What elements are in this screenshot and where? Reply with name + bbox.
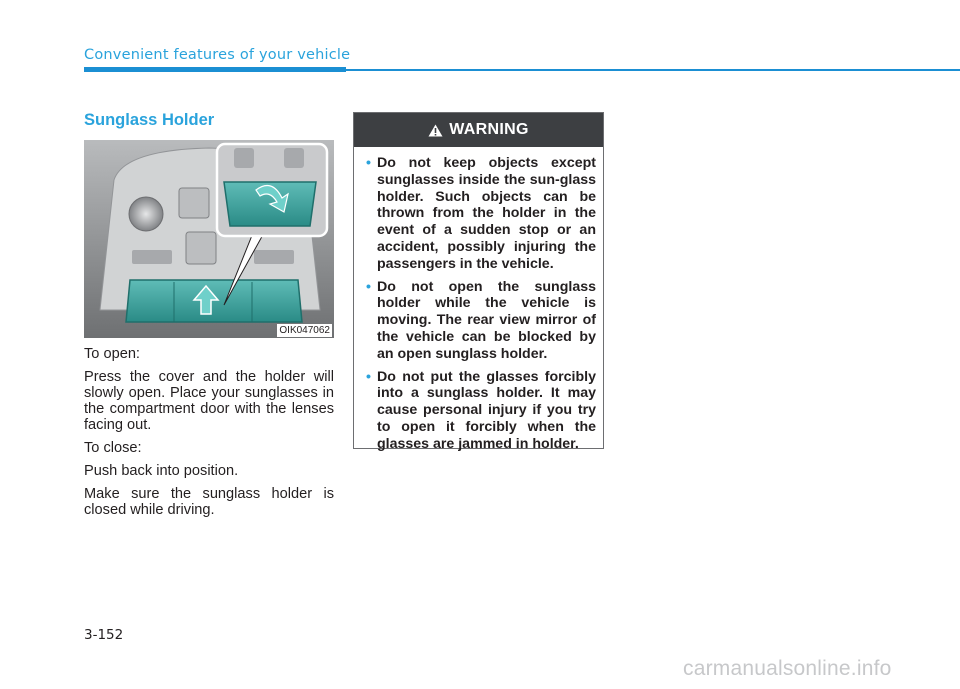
- warning-header: [354, 113, 603, 147]
- bullet-icon: •: [366, 155, 371, 171]
- warning-item: • Do not open the sunglass holder while the vehicle is moving. The rear view mirror of the vehicle can be blocked by an open sunglass holder.: [366, 278, 596, 362]
- open-instructions: Press the cover and the holder will slowly open. Place your sunglasses in the compartment door with the lenses facing out.: [84, 369, 334, 433]
- bullet-icon: •: [366, 278, 371, 295]
- close-instructions: Push back into position.: [84, 463, 239, 479]
- watermark-text: carmanualsonline.info: [683, 657, 892, 680]
- warning-title: WARNING: [449, 121, 529, 138]
- instructions-text: [84, 346, 334, 525]
- warning-box: [353, 112, 604, 452]
- figure-code: OIK047062: [279, 325, 330, 336]
- section-title: Sunglass Holder: [84, 111, 215, 129]
- warning-item: • Do not put the glasses forcibly into a sunglass holder. It may cause personal injury if you try to open it forcibly when the glasses are jammed in holder.: [366, 368, 596, 452]
- sunglass-holder-photo: [84, 140, 334, 338]
- open-heading: To open:: [84, 346, 140, 362]
- page-number: 3-152: [84, 627, 124, 643]
- close-heading: To close:: [84, 440, 142, 456]
- header-rule-thin: [346, 69, 960, 71]
- header-rule-thick: [84, 67, 346, 72]
- warning-triangle-icon: [428, 124, 443, 137]
- running-header: Convenient features of your vehicle: [84, 47, 351, 63]
- driving-note: Make sure the sunglass holder is closed while driving.: [84, 486, 334, 518]
- warning-list: [354, 147, 603, 453]
- overhead-console-illustration: [84, 140, 334, 338]
- bullet-icon: •: [366, 368, 371, 385]
- warning-item: • Do not keep objects except sunglasses inside the sun-glass holder. Such objects can be thrown from the holder in the event of a sudden stop or an accident, possibly injuring the passengers in the vehicle.: [366, 155, 596, 272]
